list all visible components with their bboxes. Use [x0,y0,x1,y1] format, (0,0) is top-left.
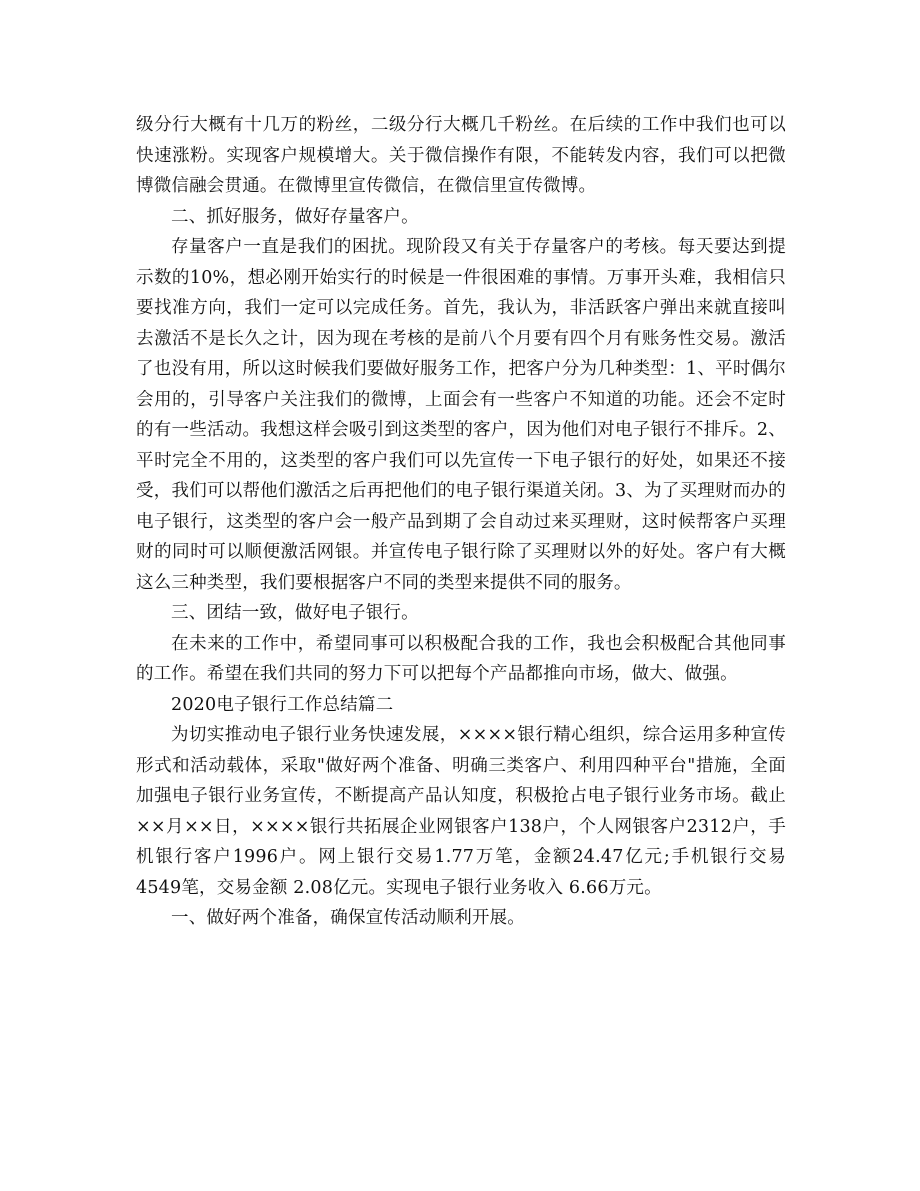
section-heading-2: 二、抓好服务，做好存量客户。 [171,206,419,227]
document-body [136,110,786,934]
paragraph-1: 级分行大概有十几万的粉丝，二级分行大概几千粉丝。在后续的工作中我们也可以快速涨粉。实现客户规模增大。关于微信操作有限，不能转发内容，我们可以把微博微信融会贯通。在微博里宣传微信，在微信里宣传微博。 [136,115,786,196]
paragraph-3: 存量客户一直是我们的困扰。现阶段又有关于存量客户的考核。每天要达到提示数的10%，想必刚开始实行的时候是一件很困难的事情。万事开头难，我相信只要找准方向，我们一定可以完成任务。首先，我认为，非活跃客户弹出来就直接叫去激活不是长久之计，因为现在考核的是前八个月要有四个月有账务性交易。激活了也没有用，所以这时候我们要做好服务工作，把客户分为几种类型：1、平时偶尔会用的，引导客户关注我们的微博，上面会有一些客户不知道的功能。还会不定时的有一些活动。我想这样会吸引到这类型的客户，因为他们对电子银行不排斥。2、平时完全不用的，这类型的客户我们可以先宣传一下电子银行的好处，如果还不接受，我们可以帮他们激活之后再把他们的电子银行渠道关闭。3、为了买理财而办的电子银行，这类型的客户会一般产品到期了会自动过来买理财，这时候帮客户买理财的同时可以顺便激活网银。并宣传电子银行除了买理财以外的好处。客户有大概这么三种类型，我们要根据客户不同的类型来提供不同的服务。 [136,237,786,593]
section-heading-3: 三、团结一致，做好电子银行。 [171,603,419,623]
section-heading-1: 一、做好两个准备，确保宣传活动顺利开展。 [171,908,525,928]
paragraph-7: 为切实推动电子银行业务快速发展，××××银行精心组织，综合运用多种宣传形式和活动载体，采取"做好两个准备、明确三类客户、利用四种平台"措施，全面加强电子银行业务宣传，不断提高产品认知度，积极抢占电子银行业务市场。截止××月××日，××××银行共拓展企业网银客户138户，个人网银客户2312户，手机银行客户1996户。网上银行交易1.77万笔，金额24.47亿元;手机银行交易 4549笔，交易金额 2.08亿元。实现电子银行业务收入 6.66万元。 [136,725,786,898]
article-title-2: 2020电子银行工作总结篇二 [171,694,394,715]
paragraph-5: 在未来的工作中，希望同事可以积极配合我的工作，我也会积极配合其他同事的工作。希望在我们共同的努力下可以把每个产品都推向市场，做大、做强。 [136,633,786,684]
